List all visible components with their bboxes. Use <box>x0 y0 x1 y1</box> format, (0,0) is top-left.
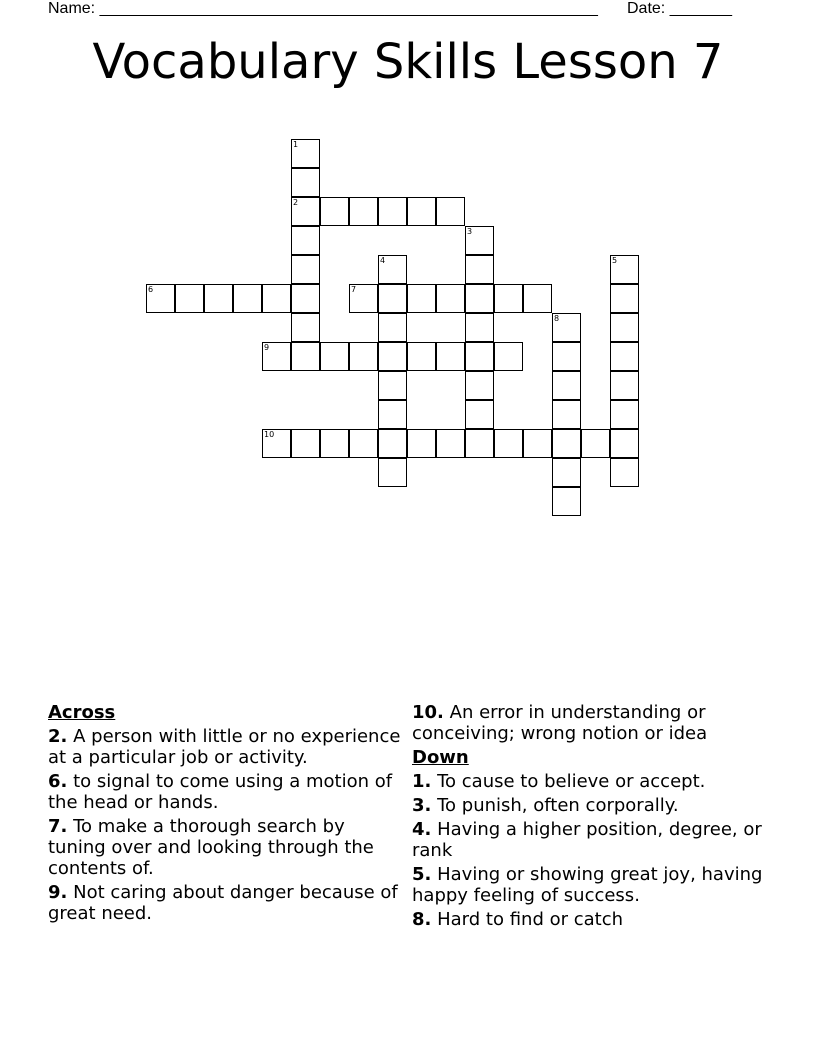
clue-number: 1. <box>412 771 432 792</box>
grid-cell[interactable] <box>262 284 291 313</box>
grid-cell[interactable] <box>378 371 407 400</box>
grid-cell[interactable] <box>291 429 320 458</box>
page-title: Vocabulary Skills Lesson 7 <box>92 34 724 90</box>
clue-text: Hard to find or catch <box>437 909 624 930</box>
clue-across-10 <box>412 702 772 744</box>
clue-text: A person with little or no experience at a particular job or activity. <box>48 726 401 768</box>
grid-cell[interactable] <box>552 371 581 400</box>
grid-cell[interactable] <box>436 429 465 458</box>
clue-down-8 <box>412 909 772 930</box>
grid-cell[interactable] <box>465 429 494 458</box>
cell-number: 5 <box>612 256 618 265</box>
grid-cell[interactable] <box>378 342 407 371</box>
grid-cell[interactable] <box>349 342 378 371</box>
grid-cell[interactable] <box>494 284 523 313</box>
clue-number: 9. <box>48 882 68 903</box>
grid-cell[interactable] <box>320 342 349 371</box>
across-heading: Across <box>48 702 116 723</box>
grid-cell[interactable] <box>610 255 639 284</box>
clue-number: 8. <box>412 909 432 930</box>
grid-cell[interactable] <box>610 458 639 487</box>
clue-text: Not caring about danger because of great need. <box>48 882 398 924</box>
grid-cell[interactable] <box>407 284 436 313</box>
grid-cell[interactable] <box>378 284 407 313</box>
grid-cell[interactable] <box>581 429 610 458</box>
clue-down-1 <box>412 771 772 792</box>
grid-cell[interactable] <box>378 429 407 458</box>
clue-across-6 <box>48 771 404 813</box>
cell-number: 2 <box>293 198 299 207</box>
clue-number: 4. <box>412 819 432 840</box>
grid-cell[interactable] <box>465 313 494 342</box>
grid-cell[interactable] <box>291 284 320 313</box>
grid-cell[interactable] <box>494 429 523 458</box>
grid-cell[interactable] <box>436 284 465 313</box>
clue-across-9 <box>48 882 404 924</box>
clue-text: to signal to come using a motion of the head or hands. <box>48 771 393 813</box>
grid-cell[interactable] <box>436 197 465 226</box>
grid-cell[interactable] <box>552 400 581 429</box>
grid-cell[interactable] <box>610 371 639 400</box>
grid-cell[interactable] <box>349 429 378 458</box>
grid-cell[interactable] <box>465 400 494 429</box>
grid-cell[interactable] <box>610 313 639 342</box>
cell-number: 3 <box>467 227 473 236</box>
grid-cell[interactable] <box>378 313 407 342</box>
clue-across-2 <box>48 726 404 768</box>
cell-number: 7 <box>351 285 357 294</box>
clue-number: 10. <box>412 702 444 723</box>
clue-number: 7. <box>48 816 68 837</box>
grid-cell[interactable] <box>320 429 349 458</box>
clue-text: An error in understanding or conceiving; wrong notion or idea <box>412 702 708 744</box>
clue-number: 5. <box>412 864 432 885</box>
clues-column-1 <box>48 702 404 927</box>
cell-number: 1 <box>293 140 299 149</box>
grid-cell[interactable] <box>291 139 320 168</box>
grid-cell[interactable] <box>291 168 320 197</box>
clue-text: Having or showing great joy, having happy feeling of success. <box>412 864 763 906</box>
grid-cell[interactable] <box>610 400 639 429</box>
grid-cell[interactable] <box>291 342 320 371</box>
grid-cell[interactable] <box>378 255 407 284</box>
clue-down-3 <box>412 795 772 816</box>
grid-cell[interactable] <box>262 342 291 371</box>
grid-cell[interactable] <box>610 284 639 313</box>
cell-number: 10 <box>264 430 275 439</box>
grid-cell[interactable] <box>436 342 465 371</box>
grid-cell[interactable] <box>552 487 581 516</box>
grid-cell[interactable] <box>610 342 639 371</box>
clues-column-2 <box>412 702 772 933</box>
grid-cell[interactable] <box>523 429 552 458</box>
grid-cell[interactable] <box>465 371 494 400</box>
grid-cell[interactable] <box>291 197 320 226</box>
clue-text: Having a higher position, degree, or rank <box>412 819 762 861</box>
grid-cell[interactable] <box>465 342 494 371</box>
cell-number: 8 <box>554 314 560 323</box>
grid-cell[interactable] <box>552 458 581 487</box>
clue-number: 6. <box>48 771 68 792</box>
cell-number: 9 <box>264 343 270 352</box>
clue-down-4 <box>412 819 772 861</box>
grid-cell[interactable] <box>552 342 581 371</box>
clue-across-7 <box>48 816 404 879</box>
date-field[interactable]: Date: _______ <box>627 0 732 17</box>
grid-cell[interactable] <box>465 284 494 313</box>
grid-cell[interactable] <box>349 197 378 226</box>
grid-cell[interactable] <box>204 284 233 313</box>
cell-number: 6 <box>148 285 154 294</box>
grid-cell[interactable] <box>407 342 436 371</box>
grid-cell[interactable] <box>378 400 407 429</box>
grid-cell[interactable] <box>552 429 581 458</box>
grid-cell[interactable] <box>378 197 407 226</box>
grid-cell[interactable] <box>465 255 494 284</box>
grid-cell[interactable] <box>146 284 175 313</box>
grid-cell[interactable] <box>407 429 436 458</box>
name-field[interactable]: Name: ________________________________________________________ <box>48 0 598 17</box>
grid-cell[interactable] <box>262 429 291 458</box>
grid-cell[interactable] <box>175 284 204 313</box>
grid-cell[interactable] <box>494 342 523 371</box>
grid-cell[interactable] <box>320 197 349 226</box>
grid-cell[interactable] <box>349 284 378 313</box>
clue-number: 3. <box>412 795 432 816</box>
cell-number: 4 <box>380 256 386 265</box>
grid-cell[interactable] <box>291 226 320 255</box>
grid-cell[interactable] <box>291 313 320 342</box>
grid-cell[interactable] <box>378 458 407 487</box>
clue-down-5 <box>412 864 772 906</box>
grid-cell[interactable] <box>610 429 639 458</box>
clue-text: To make a thorough search by tuning over and looking through the contents of. <box>48 816 374 879</box>
grid-cell[interactable] <box>552 313 581 342</box>
grid-cell[interactable] <box>407 197 436 226</box>
down-heading: Down <box>412 747 469 768</box>
grid-cell[interactable] <box>465 226 494 255</box>
clue-text: To punish, often corporally. <box>437 795 679 816</box>
grid-cell[interactable] <box>233 284 262 313</box>
grid-cell[interactable] <box>291 255 320 284</box>
grid-cell[interactable] <box>523 284 552 313</box>
clue-text: To cause to believe or accept. <box>437 771 706 792</box>
clue-number: 2. <box>48 726 68 747</box>
